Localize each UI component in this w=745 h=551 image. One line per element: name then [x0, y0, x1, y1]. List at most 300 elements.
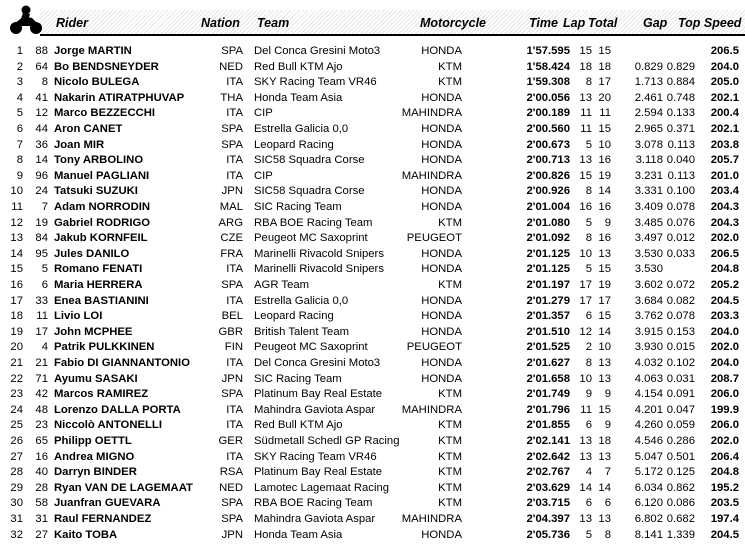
gap-first-cell: 3.930	[634, 341, 663, 354]
top-speed-cell: 206.4	[710, 450, 739, 463]
gap-previous-cell: 0.748	[666, 91, 695, 104]
motorcycle-cell: HONDA	[421, 528, 462, 541]
lap-cell: 8	[585, 185, 592, 198]
time-cell: 2'05.736	[526, 528, 570, 541]
total-laps-cell: 17	[598, 76, 611, 89]
time-cell: 2'01.125	[526, 247, 570, 260]
total-laps-cell: 15	[598, 403, 611, 416]
rider-name-cell: Darryn BINDER	[54, 466, 137, 479]
rider-name-cell: Gabriel RODRIGO	[54, 216, 151, 229]
time-cell: 2'02.767	[526, 466, 570, 479]
rider-number-cell: 19	[35, 216, 48, 229]
gap-previous-cell: 0.884	[666, 76, 695, 89]
lap-cell: 18	[579, 60, 592, 73]
gap-previous-cell: 0.072	[666, 279, 695, 291]
nation-cell: BEL	[221, 310, 243, 323]
motorcycle-cell: MAHINDRA	[401, 403, 462, 416]
motorcycle-cell: HONDA	[421, 123, 462, 135]
top-speed-cell: 202.1	[710, 91, 739, 104]
table-row	[0, 200, 745, 216]
top-speed-cell: 204.0	[710, 325, 739, 338]
position-cell: 13	[10, 232, 23, 245]
rider-name-cell: Jakub KORNFEIL	[54, 232, 148, 245]
time-cell: 2'03.715	[526, 497, 570, 510]
nation-cell: GBR	[218, 325, 243, 338]
position-cell: 2	[16, 60, 23, 73]
nation-cell: ITA	[226, 169, 243, 182]
team-cell: Mahindra Gaviota Aspar	[254, 513, 376, 525]
lap-cell: 9	[585, 388, 592, 401]
motorcycle-rider-icon	[6, 4, 46, 36]
total-laps-cell: 19	[598, 169, 611, 182]
gap-first-cell: 3.409	[634, 201, 663, 213]
nation-cell: JPN	[221, 185, 243, 198]
gap-previous-cell: 0.091	[666, 388, 695, 401]
total-laps-cell: 15	[598, 263, 611, 276]
top-speed-cell: 202.0	[710, 232, 739, 245]
rider-number-cell: 7	[41, 201, 48, 213]
rider-name-cell: Romano FENATI	[54, 263, 143, 276]
rider-name-cell: Andrea MIGNO	[54, 450, 135, 463]
total-laps-cell: 17	[598, 294, 611, 307]
table-row	[0, 169, 745, 185]
total-laps-cell: 13	[598, 450, 611, 463]
table-row	[0, 262, 745, 278]
time-cell: 2'00.189	[526, 107, 570, 120]
lap-cell: 13	[579, 513, 592, 525]
gap-first-cell: 3.331	[634, 185, 663, 198]
total-laps-cell: 14	[598, 481, 611, 494]
top-speed-cell: 205.7	[710, 154, 739, 167]
table-row	[0, 138, 745, 154]
motorcycle-cell: HONDA	[421, 201, 462, 213]
position-cell: 15	[10, 263, 23, 276]
gap-first-cell: 2.594	[634, 107, 663, 120]
gap-first-cell: 4.154	[634, 388, 663, 401]
total-laps-cell: 15	[598, 123, 611, 135]
header-nation: Nation	[201, 16, 240, 30]
motorcycle-cell: HONDA	[421, 185, 462, 198]
gap-previous-cell: 0.033	[666, 247, 695, 260]
team-cell: Marinelli Rivacold Snipers	[254, 247, 384, 260]
table-row	[0, 403, 745, 419]
team-cell: Leopard Racing	[254, 310, 334, 323]
top-speed-cell: 208.7	[710, 372, 739, 385]
table-header	[0, 0, 745, 40]
table-row	[0, 44, 745, 60]
table-row	[0, 122, 745, 138]
nation-cell: RSA	[219, 466, 243, 479]
header-gap: Gap	[643, 16, 668, 30]
team-cell: RBA BOE Racing Team	[254, 497, 373, 510]
motorcycle-cell: HONDA	[421, 91, 462, 104]
rider-number-cell: 28	[35, 481, 48, 494]
rider-name-cell: Livio LOI	[54, 310, 103, 323]
motorcycle-cell: HONDA	[421, 154, 462, 167]
gap-first-cell: 4.063	[634, 372, 663, 385]
lap-cell: 17	[579, 294, 592, 307]
nation-cell: ITA	[226, 263, 243, 276]
team-cell: Honda Team Asia	[254, 91, 343, 104]
rider-name-cell: Adam NORRODIN	[54, 201, 151, 213]
gap-first-cell: 0.829	[634, 60, 663, 73]
lap-cell: 6	[585, 310, 592, 323]
time-cell: 2'01.627	[526, 357, 570, 369]
rider-name-cell: Ayumu SASAKI	[54, 372, 138, 385]
team-cell: SIC Racing Team	[254, 201, 342, 213]
time-cell: 2'01.510	[526, 325, 570, 338]
nation-cell: SPA	[221, 497, 243, 510]
position-cell: 26	[10, 435, 23, 447]
gap-previous-cell: 0.086	[666, 497, 695, 510]
team-cell: Leopard Racing	[254, 138, 334, 151]
top-speed-cell: 202.1	[710, 123, 739, 135]
gap-previous-cell: 0.100	[666, 185, 695, 198]
team-cell: CIP	[254, 107, 273, 120]
motorcycle-cell: KTM	[438, 279, 462, 291]
gap-previous-cell: 0.153	[666, 325, 695, 338]
table-row	[0, 528, 745, 544]
position-cell: 23	[10, 388, 23, 401]
rider-number-cell: 95	[35, 247, 48, 260]
team-cell: CIP	[254, 169, 273, 182]
lap-cell: 5	[585, 528, 592, 541]
lap-cell: 13	[579, 450, 592, 463]
lap-cell: 6	[585, 497, 592, 510]
gap-first-cell: 5.047	[634, 450, 663, 463]
time-cell: 2'01.855	[526, 419, 570, 432]
gap-previous-cell: 0.012	[666, 232, 695, 245]
rider-name-cell: Philipp OETTL	[54, 435, 132, 447]
motorcycle-cell: MAHINDRA	[401, 169, 462, 182]
time-cell: 2'01.004	[526, 201, 570, 213]
total-laps-cell: 10	[598, 138, 611, 151]
rider-number-cell: 17	[35, 325, 48, 338]
motorcycle-cell: PEUGEOT	[406, 232, 462, 245]
team-cell: Peugeot MC Saxoprint	[254, 232, 368, 245]
team-cell: Del Conca Gresini Moto3	[254, 357, 381, 369]
total-laps-cell: 11	[599, 107, 611, 120]
motorcycle-cell: HONDA	[421, 263, 462, 276]
time-cell: 2'01.080	[526, 216, 570, 229]
table-row	[0, 231, 745, 247]
motorcycle-cell: KTM	[438, 216, 462, 229]
time-cell: 1'59.308	[526, 76, 570, 89]
gap-previous-cell: 0.031	[666, 372, 695, 385]
position-cell: 30	[10, 497, 23, 510]
table-row	[0, 387, 745, 403]
time-cell: 2'04.397	[526, 513, 570, 525]
lap-cell: 14	[579, 481, 592, 494]
lap-cell: 13	[579, 435, 592, 447]
top-speed-cell: 204.8	[710, 263, 739, 276]
rider-number-cell: 42	[35, 388, 48, 401]
rider-number-cell: 33	[35, 294, 48, 307]
header-lap: Lap	[563, 16, 586, 30]
table-row	[0, 75, 745, 91]
table-row	[0, 450, 745, 466]
top-speed-cell: 203.4	[710, 185, 739, 198]
rider-number-cell: 5	[41, 263, 48, 276]
position-cell: 8	[16, 154, 23, 167]
position-cell: 19	[10, 325, 23, 338]
rider-name-cell: Maria HERRERA	[54, 279, 143, 291]
top-speed-cell: 203.3	[710, 310, 739, 323]
rider-name-cell: Niccolò ANTONELLI	[54, 419, 162, 432]
position-cell: 21	[10, 357, 23, 369]
top-speed-cell: 204.3	[710, 216, 739, 229]
lap-cell: 8	[585, 232, 592, 245]
total-laps-cell: 13	[598, 357, 611, 369]
motorcycle-cell: HONDA	[421, 247, 462, 260]
gap-first-cell: 6.120	[634, 497, 663, 510]
header-top-speed: Top Speed	[678, 16, 742, 30]
nation-cell: SPA	[221, 388, 243, 401]
position-cell: 1	[16, 45, 23, 57]
gap-previous-cell: 0.078	[666, 201, 695, 213]
table-row	[0, 356, 745, 372]
top-speed-cell: 204.0	[710, 60, 739, 73]
top-speed-cell: 205.0	[710, 76, 739, 89]
time-cell: 2'00.056	[526, 91, 570, 104]
time-cell: 2'01.525	[526, 341, 570, 354]
position-cell: 16	[10, 279, 23, 291]
time-cell: 2'01.197	[526, 279, 570, 291]
motorcycle-cell: KTM	[438, 497, 462, 510]
motorcycle-cell: HONDA	[421, 45, 462, 57]
rider-name-cell: Ryan VAN DE LAGEMAAT	[54, 481, 193, 494]
position-cell: 14	[10, 247, 23, 260]
lap-cell: 5	[585, 216, 592, 229]
table-row	[0, 496, 745, 512]
gap-first-cell: 3.485	[634, 216, 663, 229]
rider-number-cell: 8	[41, 76, 48, 89]
nation-cell: ITA	[226, 107, 243, 120]
header-team: Team	[257, 16, 290, 30]
total-laps-cell: 9	[604, 388, 611, 401]
nation-cell: SPA	[221, 123, 243, 135]
rider-number-cell: 24	[35, 185, 48, 198]
gap-first-cell: 3.497	[634, 232, 663, 245]
time-cell: 2'00.826	[526, 169, 570, 182]
rider-name-cell: Joan MIR	[54, 138, 105, 151]
rider-name-cell: Marco BEZZECCHI	[54, 107, 156, 120]
nation-cell: ARG	[218, 216, 243, 229]
total-laps-cell: 19	[598, 279, 611, 291]
rider-number-cell: 12	[35, 107, 48, 120]
position-cell: 12	[10, 216, 23, 229]
gap-previous-cell: 0.082	[666, 294, 695, 307]
gap-previous-cell: 0.015	[666, 341, 695, 354]
table-row	[0, 512, 745, 528]
position-cell: 17	[10, 294, 23, 307]
nation-cell: SPA	[221, 513, 243, 525]
top-speed-cell: 202.0	[710, 341, 739, 354]
time-cell: 2'01.092	[526, 232, 570, 245]
team-cell: Red Bull KTM Ajo	[254, 60, 343, 73]
position-cell: 24	[10, 403, 23, 416]
nation-cell: ITA	[226, 419, 243, 432]
gap-previous-cell: 0.078	[666, 310, 695, 323]
lap-cell: 15	[579, 169, 592, 182]
lap-cell: 8	[585, 357, 592, 369]
rider-name-cell: Raul FERNANDEZ	[54, 513, 152, 525]
rider-number-cell: 21	[35, 357, 48, 369]
nation-cell: ITA	[226, 76, 243, 89]
gap-first-cell: 4.032	[634, 357, 663, 369]
position-cell: 22	[10, 372, 23, 385]
gap-first-cell: 3.530	[634, 247, 663, 260]
table-row	[0, 216, 745, 232]
lap-cell: 13	[579, 91, 592, 104]
team-cell: SIC58 Squadra Corse	[254, 185, 365, 198]
motorcycle-cell: HONDA	[421, 372, 462, 385]
rider-name-cell: Nakarin ATIRATPHUVAP	[54, 91, 185, 104]
team-cell: RBA BOE Racing Team	[254, 216, 373, 229]
lap-cell: 11	[580, 403, 592, 416]
rider-name-cell: Manuel PAGLIANI	[54, 169, 150, 182]
position-cell: 7	[16, 138, 23, 151]
position-cell: 9	[16, 169, 23, 182]
motorcycle-cell: KTM	[438, 60, 462, 73]
top-speed-cell: 206.0	[710, 419, 739, 432]
top-speed-cell: 199.9	[710, 403, 739, 416]
rider-number-cell: 65	[35, 435, 48, 447]
gap-first-cell: 2.461	[634, 91, 663, 104]
table-row	[0, 325, 745, 341]
lap-cell: 5	[585, 138, 592, 151]
nation-cell: FIN	[224, 341, 243, 354]
team-cell: SKY Racing Team VR46	[254, 450, 377, 463]
position-cell: 18	[10, 310, 23, 323]
total-laps-cell: 14	[598, 325, 611, 338]
position-cell: 31	[10, 513, 23, 525]
time-cell: 2'01.125	[526, 263, 570, 276]
team-cell: SKY Racing Team VR46	[254, 76, 377, 89]
rider-number-cell: 48	[35, 403, 48, 416]
motorcycle-cell: HONDA	[421, 357, 462, 369]
total-laps-cell: 7	[604, 466, 611, 479]
top-speed-cell: 204.5	[710, 528, 739, 541]
top-speed-cell: 204.5	[710, 294, 739, 307]
rider-number-cell: 40	[35, 466, 48, 479]
gap-first-cell: 4.260	[634, 419, 663, 432]
lap-cell: 17	[579, 279, 592, 291]
total-laps-cell: 13	[598, 513, 611, 525]
table-row	[0, 372, 745, 388]
table-row	[0, 278, 745, 294]
position-cell: 25	[10, 419, 23, 432]
nation-cell: CZE	[220, 232, 243, 245]
motorcycle-cell: MAHINDRA	[401, 107, 462, 120]
header-motorcycle: Motorcycle	[420, 16, 486, 30]
gap-previous-cell: 0.047	[666, 403, 695, 416]
top-speed-cell: 195.2	[710, 481, 739, 494]
total-laps-cell: 16	[598, 154, 611, 167]
rider-name-cell: Aron CANET	[54, 123, 123, 135]
rider-number-cell: 16	[35, 450, 48, 463]
top-speed-cell: 204.3	[710, 201, 739, 213]
gap-first-cell: 3.231	[634, 169, 663, 182]
total-laps-cell: 16	[598, 232, 611, 245]
rider-name-cell: Jules DANILO	[54, 247, 130, 260]
nation-cell: THA	[220, 91, 243, 104]
top-speed-cell: 206.0	[710, 388, 739, 401]
top-speed-cell: 203.8	[710, 138, 739, 151]
total-laps-cell: 18	[598, 435, 611, 447]
top-speed-cell: 204.8	[710, 466, 739, 479]
rider-number-cell: 88	[35, 45, 48, 57]
motorcycle-cell: KTM	[438, 76, 462, 89]
team-cell: British Talent Team	[254, 325, 350, 338]
gap-first-cell: 3.684	[634, 294, 663, 307]
rider-number-cell: 31	[35, 513, 48, 525]
team-cell: Honda Team Asia	[254, 528, 343, 541]
gap-previous-cell: 0.040	[666, 154, 695, 167]
rider-name-cell: Nicolo BULEGA	[54, 76, 140, 89]
motorcycle-cell: HONDA	[421, 310, 462, 323]
nation-cell: JPN	[221, 372, 243, 385]
gap-previous-cell: 0.125	[666, 466, 695, 479]
nation-cell: SPA	[221, 279, 243, 291]
rider-name-cell: Bo BENDSNEYDER	[54, 60, 159, 73]
gap-first-cell: 4.201	[634, 403, 663, 416]
total-laps-cell: 6	[604, 497, 611, 510]
nation-cell: MAL	[219, 201, 243, 213]
lap-cell: 4	[585, 466, 592, 479]
nation-cell: JPN	[221, 528, 243, 541]
rider-name-cell: Juanfran GUEVARA	[54, 497, 161, 510]
table-row	[0, 418, 745, 434]
nation-cell: ITA	[226, 294, 243, 307]
table-row	[0, 309, 745, 325]
header-rider: Rider	[56, 16, 88, 30]
nation-cell: ITA	[226, 154, 243, 167]
time-cell: 2'00.560	[526, 123, 570, 135]
top-speed-cell: 206.5	[710, 45, 739, 57]
position-cell: 32	[10, 528, 23, 541]
rider-name-cell: Enea BASTIANINI	[54, 294, 149, 307]
table-row	[0, 60, 745, 76]
gap-previous-cell: 0.113	[667, 169, 695, 182]
gap-previous-cell: 1.339	[666, 528, 695, 541]
position-cell: 4	[16, 91, 23, 104]
position-cell: 6	[16, 123, 23, 135]
gap-first-cell: 3.915	[634, 325, 663, 338]
lap-cell: 10	[579, 247, 592, 260]
team-cell: SIC58 Squadra Corse	[254, 154, 365, 167]
motorcycle-cell: HONDA	[421, 294, 462, 307]
nation-cell: NED	[219, 481, 243, 494]
gap-previous-cell: 0.102	[666, 357, 695, 369]
gap-first-cell: 3.762	[634, 310, 663, 323]
team-cell: Estrella Galicia 0,0	[254, 123, 349, 135]
motorcycle-cell: PEUGEOT	[406, 341, 462, 354]
time-cell: 2'01.796	[526, 403, 570, 416]
rider-number-cell: 44	[35, 123, 48, 135]
gap-previous-cell: 0.286	[666, 435, 695, 447]
rider-number-cell: 96	[35, 169, 48, 182]
total-laps-cell: 14	[598, 185, 611, 198]
table-row	[0, 153, 745, 169]
position-cell: 27	[10, 450, 23, 463]
time-cell: 2'00.926	[526, 185, 570, 198]
time-cell: 1'57.595	[526, 45, 570, 57]
table-row	[0, 434, 745, 450]
lap-cell: 13	[579, 154, 592, 167]
nation-cell: NED	[219, 60, 243, 73]
team-cell: Estrella Galicia 0,0	[254, 294, 349, 307]
